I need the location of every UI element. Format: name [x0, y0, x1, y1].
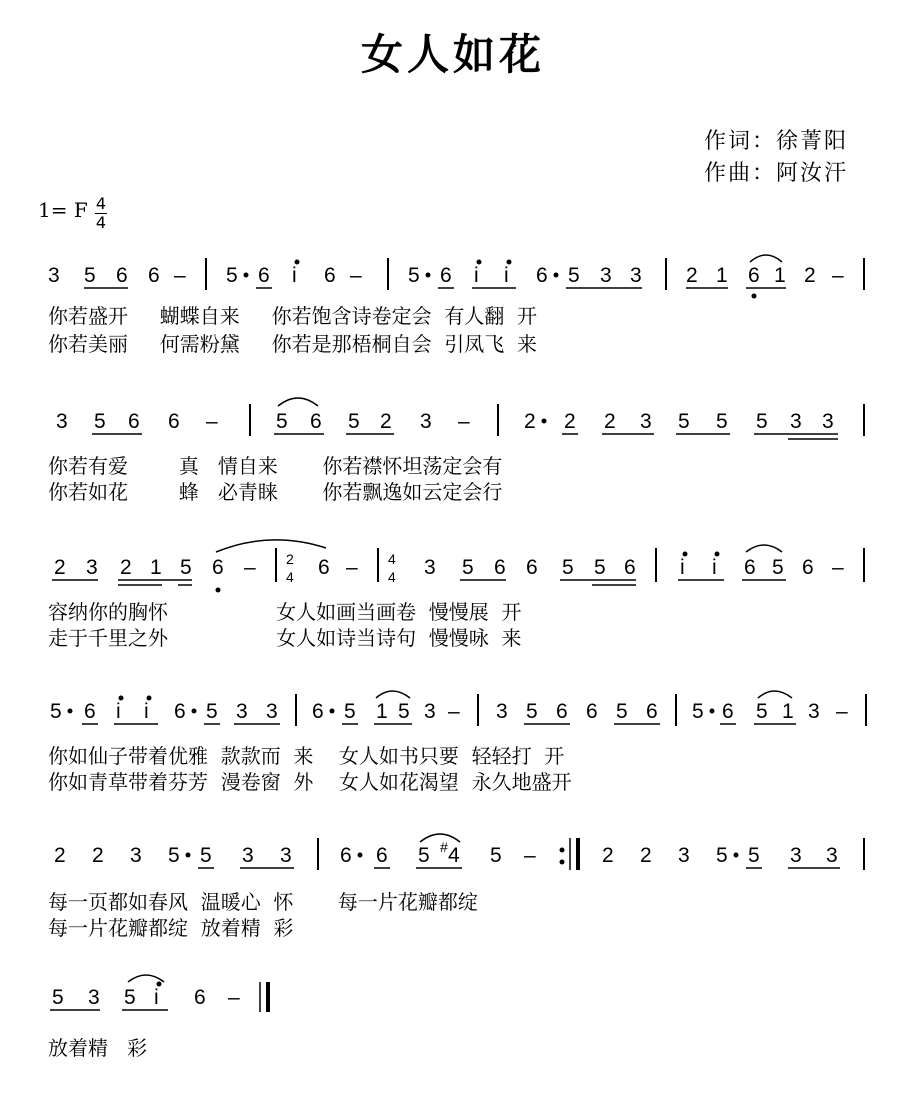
svg-text:2: 2: [602, 844, 614, 867]
svg-text:5: 5: [678, 410, 690, 433]
svg-text:–: –: [350, 264, 362, 287]
svg-text:6: 6: [802, 556, 814, 579]
svg-text:6: 6: [536, 264, 548, 287]
svg-text:3: 3: [56, 410, 68, 433]
time-signature-denominator: 4: [95, 213, 107, 232]
staff-row-3: [54, 548, 864, 593]
svg-text:i: i: [504, 264, 509, 287]
svg-text:3: 3: [640, 410, 652, 433]
svg-text:2: 2: [286, 551, 294, 567]
svg-text:5: 5: [84, 264, 96, 287]
staff-row-6: [52, 982, 268, 1013]
svg-text:–: –: [524, 844, 536, 867]
svg-text:i: i: [154, 986, 159, 1009]
svg-text:5: 5: [772, 556, 784, 579]
song-title: 女人如花: [360, 30, 545, 79]
svg-text:5: 5: [748, 844, 760, 867]
svg-text:3: 3: [88, 986, 100, 1009]
svg-text:2: 2: [686, 264, 698, 287]
svg-text:5: 5: [594, 556, 606, 579]
svg-text:–: –: [174, 264, 186, 287]
lyric-line-2b: 你若如花 蜂 必青睐 你若飘逸如云定会行: [48, 480, 503, 504]
svg-text:5: 5: [206, 700, 218, 723]
svg-text:5: 5: [692, 700, 704, 723]
lyric-line-3b: 走于千里之外 女人如诗当诗句 慢慢咏 来: [48, 626, 522, 650]
svg-text:1: 1: [782, 700, 794, 723]
svg-text:6: 6: [168, 410, 180, 433]
lyric-line-1a: 你若盛开 蝴蝶自来 你若饱含诗卷定会 有人翻 开: [48, 304, 538, 328]
svg-text:6: 6: [748, 264, 760, 287]
notes-row-1: [0, 0, 1, 1]
svg-text:–: –: [346, 556, 358, 579]
lyric-line-4b: 你如青草带着芬芳 漫卷窗 外 女人如花渴望 永久地盛开: [48, 770, 572, 794]
svg-text:–: –: [458, 410, 470, 433]
svg-text:6: 6: [722, 700, 734, 723]
staff-row-1: [48, 258, 864, 299]
svg-text:3: 3: [678, 844, 690, 867]
svg-text:3: 3: [630, 264, 642, 287]
svg-text:5: 5: [226, 264, 238, 287]
svg-text:–: –: [244, 556, 256, 579]
svg-text:1: 1: [716, 264, 728, 287]
svg-text:6: 6: [324, 264, 336, 287]
svg-text:3: 3: [242, 844, 254, 867]
staff-row-5: [54, 838, 864, 870]
svg-text:6: 6: [440, 264, 452, 287]
svg-text:2: 2: [804, 264, 816, 287]
svg-text:2: 2: [54, 844, 66, 867]
svg-text:i: i: [144, 700, 149, 723]
svg-text:6: 6: [526, 556, 538, 579]
svg-text:6: 6: [212, 556, 224, 579]
svg-text:2: 2: [120, 556, 132, 579]
key-signature: 1= F: [38, 198, 88, 222]
svg-text:6: 6: [312, 700, 324, 723]
svg-text:3: 3: [266, 700, 278, 723]
lyric-line-3a: 容纳你的胸怀 女人如画当画卷 慢慢展 开: [48, 600, 522, 624]
lyric-line-2a: 你若有爱 真 情自来 你若襟怀坦荡定会有: [48, 454, 503, 478]
svg-text:3: 3: [790, 844, 802, 867]
svg-text:6: 6: [646, 700, 658, 723]
svg-text:3: 3: [48, 264, 60, 287]
svg-text:–: –: [448, 700, 460, 723]
svg-text:6: 6: [174, 700, 186, 723]
svg-text:5: 5: [168, 844, 180, 867]
svg-text:2: 2: [640, 844, 652, 867]
svg-text:3: 3: [280, 844, 292, 867]
svg-text:3: 3: [826, 844, 838, 867]
svg-text:2: 2: [380, 410, 392, 433]
svg-text:6: 6: [744, 556, 756, 579]
svg-text:2: 2: [54, 556, 66, 579]
lyricist-credit: 作词：徐菁阳: [704, 129, 849, 154]
staff-row-2: [56, 404, 864, 436]
svg-text:5: 5: [716, 410, 728, 433]
svg-text:2: 2: [524, 410, 536, 433]
svg-text:5: 5: [52, 986, 64, 1009]
svg-text:4: 4: [388, 551, 396, 567]
svg-text:3: 3: [496, 700, 508, 723]
svg-text:5: 5: [408, 264, 420, 287]
svg-text:5: 5: [124, 986, 136, 1009]
svg-text:5: 5: [616, 700, 628, 723]
svg-text:5: 5: [94, 410, 106, 433]
svg-text:1: 1: [774, 264, 786, 287]
staff-row-4: [50, 694, 866, 726]
svg-text:2: 2: [564, 410, 576, 433]
svg-text:–: –: [206, 410, 218, 433]
svg-text:#: #: [440, 839, 448, 855]
svg-text:6: 6: [494, 556, 506, 579]
lyric-line-5b: 每一片花瓣都绽 放着精 彩: [48, 916, 294, 940]
svg-text:i: i: [712, 556, 717, 579]
svg-text:6: 6: [258, 264, 270, 287]
svg-text:5: 5: [756, 700, 768, 723]
svg-text:5: 5: [276, 410, 288, 433]
svg-text:3: 3: [86, 556, 98, 579]
svg-text:i: i: [680, 556, 685, 579]
svg-text:3: 3: [790, 410, 802, 433]
svg-text:5: 5: [398, 700, 410, 723]
svg-text:5: 5: [490, 844, 502, 867]
svg-text:i: i: [116, 700, 121, 723]
svg-text:5: 5: [526, 700, 538, 723]
time-signature-numerator: 4: [95, 194, 107, 213]
svg-text:5: 5: [418, 844, 430, 867]
svg-text:5: 5: [756, 410, 768, 433]
svg-text:3: 3: [822, 410, 834, 433]
svg-text:3: 3: [808, 700, 820, 723]
lyric-line-6a: 放着精 彩: [48, 1036, 148, 1060]
svg-text:6: 6: [148, 264, 160, 287]
composer-credit: 作曲：阿汝汗: [704, 161, 849, 186]
svg-text:2: 2: [92, 844, 104, 867]
svg-text:5: 5: [180, 556, 192, 579]
svg-text:6: 6: [310, 410, 322, 433]
svg-text:5: 5: [50, 700, 62, 723]
lyric-line-4a: 你如仙子带着优雅 款款而 来 女人如书只要 轻轻打 开: [48, 744, 565, 768]
svg-text:5: 5: [562, 556, 574, 579]
svg-text:2: 2: [604, 410, 616, 433]
svg-text:6: 6: [376, 844, 388, 867]
svg-text:–: –: [832, 556, 844, 579]
svg-text:6: 6: [128, 410, 140, 433]
svg-text:6: 6: [556, 700, 568, 723]
lyric-line-1b: 你若美丽 何需粉黛 你若是那梧桐自会 引凤飞 来: [48, 332, 538, 356]
svg-text:3: 3: [424, 700, 436, 723]
svg-text:5: 5: [568, 264, 580, 287]
svg-text:3: 3: [236, 700, 248, 723]
svg-text:6: 6: [318, 556, 330, 579]
svg-text:i: i: [474, 264, 479, 287]
svg-text:6: 6: [116, 264, 128, 287]
svg-text:–: –: [228, 986, 240, 1009]
svg-text:6: 6: [194, 986, 206, 1009]
svg-text:3: 3: [424, 556, 436, 579]
svg-text:3: 3: [130, 844, 142, 867]
svg-text:5: 5: [716, 844, 728, 867]
svg-text:6: 6: [84, 700, 96, 723]
svg-text:1: 1: [150, 556, 162, 579]
svg-text:5: 5: [348, 410, 360, 433]
svg-text:5: 5: [462, 556, 474, 579]
svg-text:3: 3: [420, 410, 432, 433]
lyric-line-5a: 每一页都如春风 温暖心 怀 每一片花瓣都绽: [48, 890, 478, 914]
svg-text:4: 4: [388, 569, 396, 585]
svg-text:–: –: [836, 700, 848, 723]
svg-text:6: 6: [340, 844, 352, 867]
svg-text:3: 3: [600, 264, 612, 287]
svg-text:5: 5: [344, 700, 356, 723]
svg-text:6: 6: [586, 700, 598, 723]
svg-text:4: 4: [286, 569, 294, 585]
svg-text:i: i: [292, 264, 297, 287]
notation-text-carriers: [0, 0, 1, 1]
svg-text:1: 1: [376, 700, 388, 723]
svg-text:5: 5: [200, 844, 212, 867]
svg-text:4: 4: [448, 844, 460, 867]
svg-text:6: 6: [624, 556, 636, 579]
svg-text:–: –: [832, 264, 844, 287]
